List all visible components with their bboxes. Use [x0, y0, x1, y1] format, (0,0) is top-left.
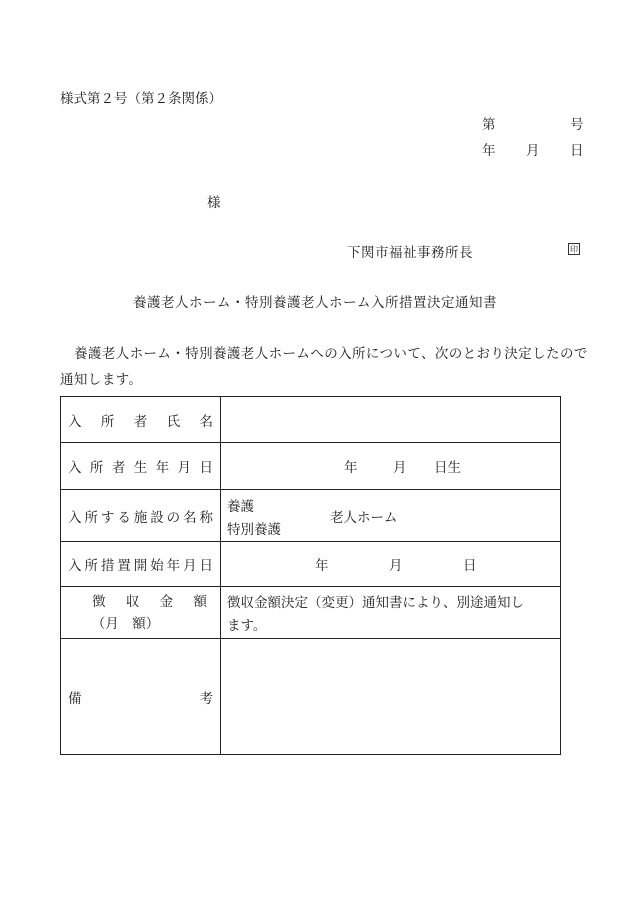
label-char: 名	[199, 413, 213, 430]
label-char: 称	[199, 509, 213, 526]
fee-text-line2: ます。	[227, 618, 267, 634]
label-char: 入	[68, 413, 82, 430]
label-char: 入	[68, 558, 82, 574]
label-char: 月	[183, 558, 197, 574]
facility-option-yogo: 養護	[227, 499, 254, 515]
label-char: 生	[133, 460, 148, 476]
label-char: 氏	[166, 413, 181, 430]
number-prefix: 第	[482, 117, 496, 133]
label-char: 所	[84, 509, 98, 526]
value-start-date	[221, 542, 560, 586]
birth-year: 年	[344, 460, 358, 476]
facility-option-tokubetsu: 特別養護	[227, 522, 281, 538]
label-fee-line1	[68, 591, 213, 613]
value-resident-name	[221, 397, 560, 442]
label-char: 所	[100, 413, 115, 430]
table-row-fee	[61, 587, 560, 639]
label-start-date	[61, 542, 221, 586]
value-fee	[221, 587, 560, 638]
form-identifier: 様式第２号（第２条関係）	[60, 91, 222, 107]
date-day: 日	[570, 143, 584, 159]
start-month: 月	[389, 558, 403, 574]
table-row-facility	[61, 490, 560, 542]
birth-day: 日生	[434, 460, 461, 476]
table-row-start-date	[61, 542, 560, 587]
label-char: 徴	[92, 593, 106, 610]
label-char: 年	[166, 558, 181, 574]
table-row-remarks	[61, 639, 560, 754]
body-paragraph: 養護老人ホーム・特別養護老人ホームへの入所について、次のとおり決定したので通知します。	[60, 346, 588, 388]
label-char: 措	[100, 558, 115, 574]
label-char: 所	[84, 558, 98, 574]
label-char: 入	[68, 460, 82, 476]
table-row-birthdate	[61, 443, 560, 490]
label-birthdate	[61, 443, 221, 489]
label-char: 設	[150, 509, 164, 526]
notice-table	[60, 396, 561, 755]
label-char: る	[117, 509, 131, 526]
table-row-resident-name	[61, 397, 560, 443]
birth-month: 月	[393, 460, 407, 476]
value-birthdate	[221, 443, 560, 489]
seal-mark: 印	[570, 245, 578, 254]
label-remarks	[61, 639, 221, 754]
label-facility	[61, 490, 221, 541]
label-char: 置	[117, 558, 131, 574]
label-char: 名	[183, 509, 197, 526]
date-year: 年	[482, 143, 496, 159]
label-char: 日	[199, 460, 213, 476]
label-fee-line2	[68, 613, 213, 635]
label-char: す	[100, 509, 115, 526]
label-fee	[61, 587, 221, 638]
date-month: 月	[526, 143, 540, 159]
label-char: 始	[150, 558, 164, 574]
label-char: 収	[125, 593, 140, 610]
label-char: 者	[111, 460, 126, 476]
label-char: の	[166, 509, 181, 526]
fee-text-line1: 徴収金額決定（変更）通知書により、別途通知し	[227, 595, 524, 611]
label-char: 者	[133, 413, 148, 430]
facility-suffix: 老人ホーム	[330, 510, 398, 526]
label-fee-unit: （月 額）	[91, 615, 160, 632]
addressee-suffix: 様	[207, 195, 221, 211]
label-char: 金	[159, 593, 174, 610]
label-char: 備	[68, 691, 82, 707]
value-remarks	[221, 639, 560, 754]
number-suffix: 号	[570, 117, 584, 133]
label-char: 所	[89, 460, 104, 476]
label-char: 額	[193, 593, 207, 610]
start-year: 年	[315, 558, 329, 574]
label-char: 入	[68, 509, 82, 526]
document-title: 養護老人ホーム・特別養護老人ホーム入所措置決定通知書	[133, 295, 497, 311]
label-resident-name	[61, 397, 221, 442]
label-char: 施	[133, 509, 148, 526]
label-char: 年	[155, 460, 170, 476]
start-day: 日	[463, 558, 477, 574]
value-facility	[221, 490, 560, 541]
label-char: 開	[133, 558, 148, 574]
label-char: 日	[199, 558, 213, 574]
issuer-name: 下関市福祉事務所長	[347, 245, 473, 261]
label-char: 月	[177, 460, 192, 476]
label-char: 考	[199, 691, 213, 707]
